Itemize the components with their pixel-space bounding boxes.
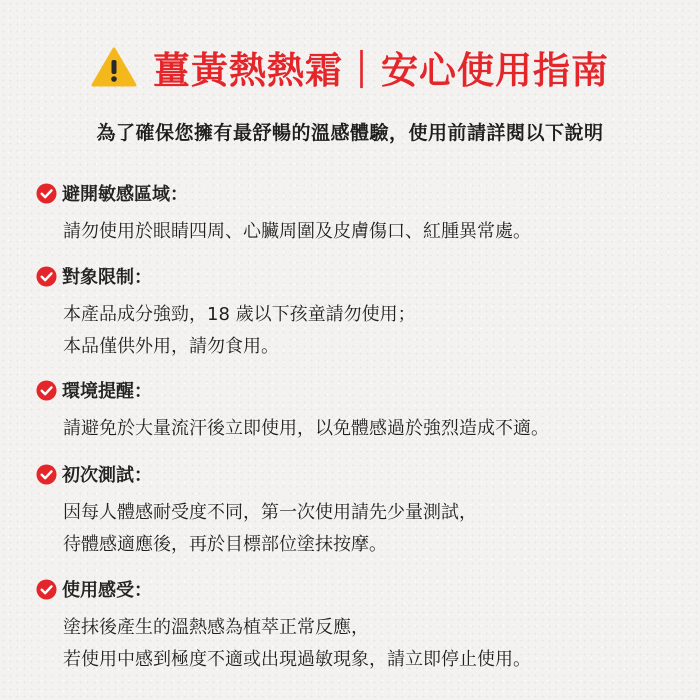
section-text: 本產品成分強勁，18 歲以下孩童請勿使用；: [63, 304, 416, 325]
section-header: [36, 180, 676, 206]
section-header: [36, 263, 676, 289]
section-sensitive-areas: [36, 180, 676, 248]
section-body: [36, 299, 676, 363]
section-body: [36, 413, 676, 445]
section-body: [36, 216, 676, 248]
warning-triangle-icon: [91, 46, 137, 88]
section-text: 因每人體感耐受度不同，第一次使用請先少量測試，: [63, 502, 477, 523]
section-title: 對象限制：: [62, 267, 152, 288]
page-title: 薑黃熱熱霜｜安心使用指南: [153, 49, 609, 92]
section-body: [36, 497, 676, 561]
section-environment: [36, 377, 676, 445]
section-text: 請避免於大量流汗後立即使用，以免體感過於強烈造成不適。: [63, 418, 549, 439]
section-title: 使用感受：: [62, 580, 152, 601]
section-title: 初次測試：: [62, 465, 152, 486]
section-text: 本品僅供外用，請勿食用。: [63, 336, 279, 357]
section-header: [36, 377, 676, 403]
section-title: 避開敏感區域：: [62, 184, 188, 205]
check-circle-icon: [36, 579, 57, 600]
section-first-test: [36, 461, 676, 561]
section-usage-feel: [36, 576, 676, 676]
check-circle-icon: [36, 380, 57, 401]
section-header: [36, 461, 676, 487]
section-text: 待體感適應後，再於目標部位塗抹按摩。: [63, 534, 387, 555]
section-text: 請勿使用於眼睛四周、心臟周圍及皮膚傷口、紅腫異常處。: [63, 221, 531, 242]
check-circle-icon: [36, 266, 57, 287]
section-text: 塗抹後產生的溫熱感為植萃正常反應，: [63, 617, 369, 638]
check-circle-icon: [36, 464, 57, 485]
page-subtitle: 為了確保您擁有最舒暢的溫感體驗，使用前請詳閱以下說明: [96, 122, 604, 144]
section-text: 若使用中感到極度不適或出現過敏現象，請立即停止使用。: [63, 649, 531, 670]
section-body: [36, 612, 676, 676]
header: [0, 40, 700, 94]
section-title: 環境提醒：: [62, 381, 152, 402]
section-target-limits: [36, 263, 676, 363]
check-circle-icon: [36, 183, 57, 204]
section-header: [36, 576, 676, 602]
